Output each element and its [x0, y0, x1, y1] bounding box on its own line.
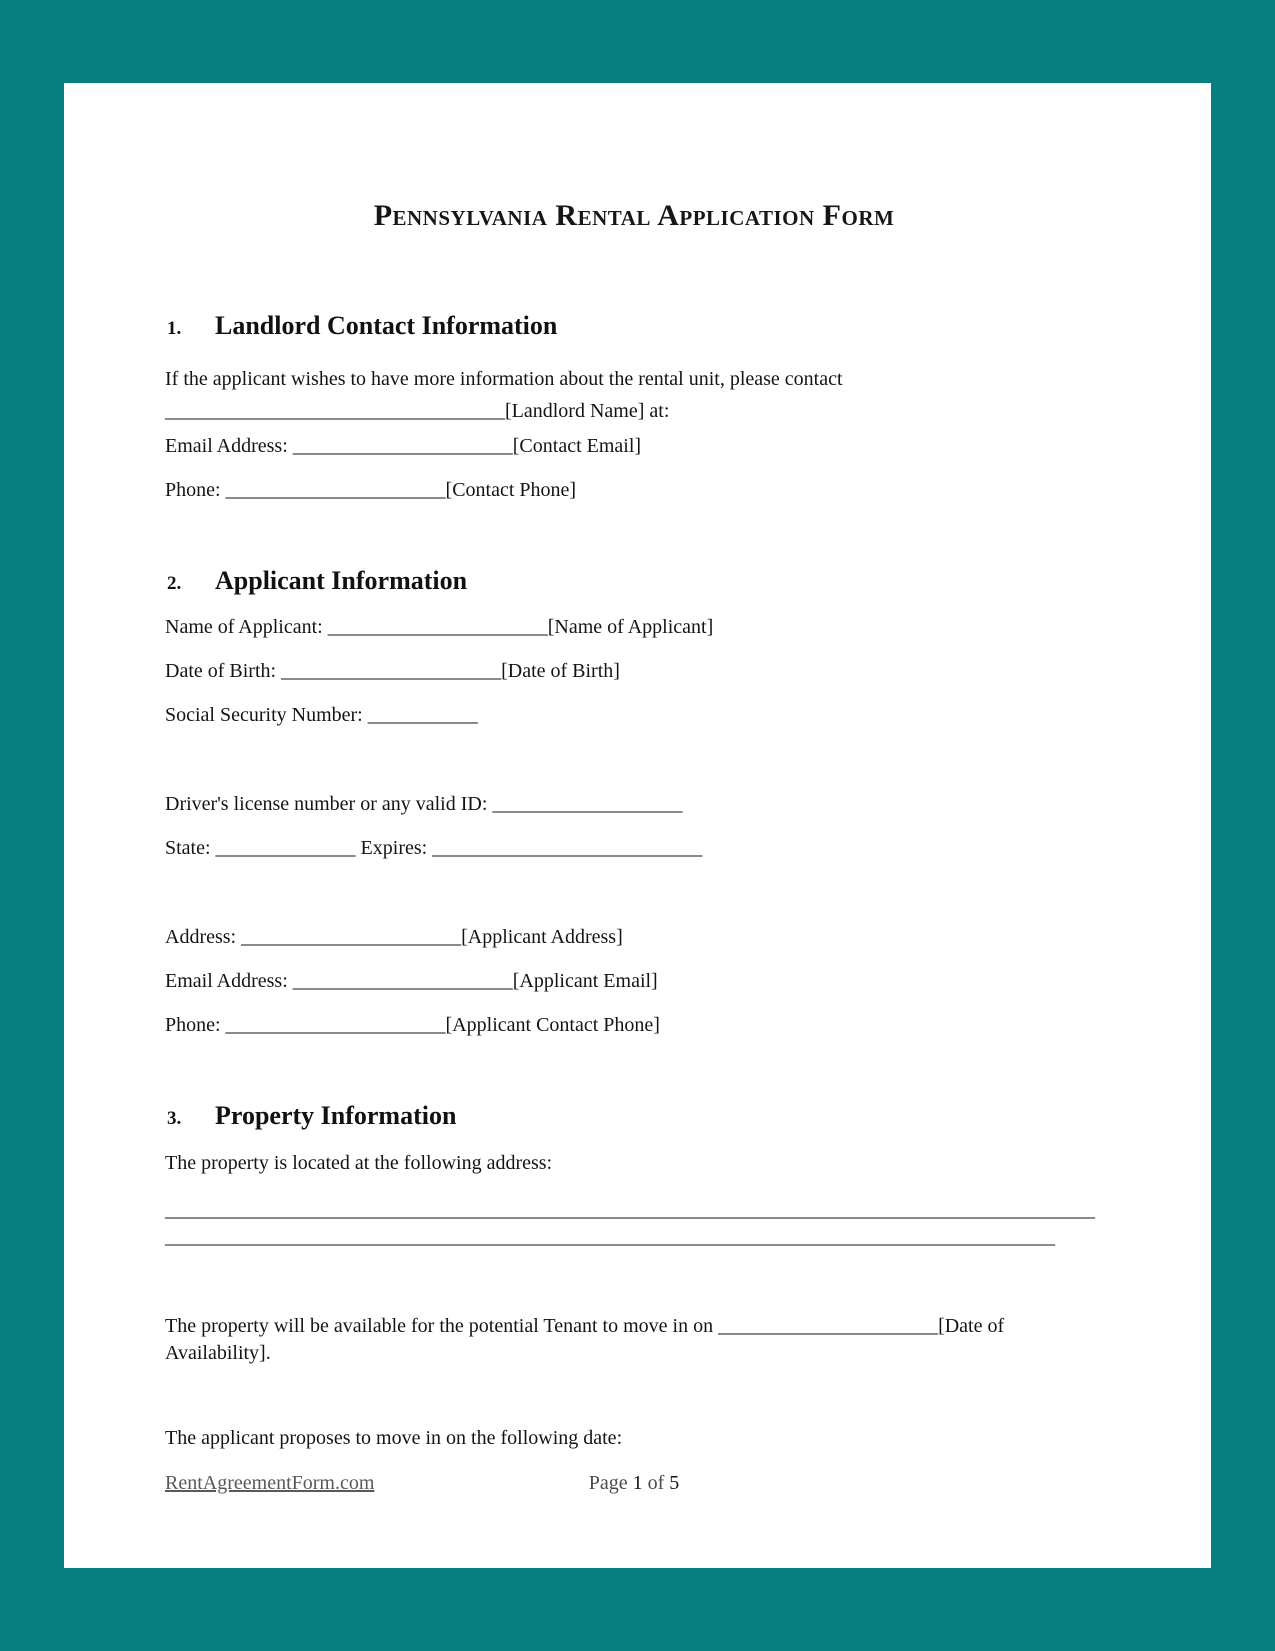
page-footer	[165, 1472, 1103, 1495]
applicant-license-state-expires-field: State: ______________ Expires: ___________________________	[165, 837, 703, 859]
document-page	[64, 83, 1211, 1568]
property-address-blank-line1: _____________________________________________________________________________________________	[165, 1199, 1095, 1221]
of-label: of	[647, 1472, 665, 1494]
landlord-intro-paragraph	[165, 363, 1103, 427]
landlord-name-blank: __________________________________[Landlord Name] at:	[165, 400, 670, 422]
landlord-phone-field: Phone: ______________________[Contact Phone]	[165, 479, 577, 501]
availability-line2: Availability].	[165, 1342, 271, 1364]
section-heading-text: Property Information	[215, 1101, 457, 1130]
applicant-name-field: Name of Applicant: ______________________[Name of Applicant]	[165, 616, 714, 638]
total-pages-number: 5	[669, 1472, 680, 1494]
section-number: 1.	[167, 318, 182, 339]
section-heading-text: Landlord Contact Information	[215, 311, 558, 340]
availability-paragraph	[165, 1313, 1103, 1367]
property-address-blank-line2: _________________________________________________________________________________________	[165, 1226, 1055, 1248]
section-heading-property-info	[165, 1101, 1103, 1131]
property-address-blank-lines	[165, 1197, 1103, 1251]
landlord-intro-line1: If the applicant wishes to have more information about the rental unit, please contact	[165, 368, 843, 390]
applicant-email-field: Email Address: ______________________[Applicant Email]	[165, 970, 658, 992]
applicant-phone-field: Phone: ______________________[Applicant Contact Phone]	[165, 1014, 660, 1036]
move-in-date-intro: The applicant proposes to move in on the following date:	[165, 1427, 623, 1449]
page-label: Page	[588, 1472, 628, 1494]
section-number: 2.	[167, 573, 182, 594]
applicant-license-field: Driver's license number or any valid ID: ___________________	[165, 793, 683, 815]
rentagreementform-link[interactable]: RentAgreementForm.com	[165, 1472, 375, 1494]
section-heading-text: Applicant Information	[215, 566, 468, 595]
applicant-address-field: Address: ______________________[Applicant Address]	[165, 926, 623, 948]
section-heading-landlord-contact	[165, 311, 1103, 341]
availability-line1: The property will be available for the potential Tenant to move in on ______________________[Date of	[165, 1315, 1005, 1337]
property-address-intro: The property is located at the following address:	[165, 1152, 553, 1174]
current-page-number: 1	[632, 1472, 643, 1494]
applicant-ssn-field: Social Security Number: ___________	[165, 704, 478, 726]
page-title: Pennsylvania Rental Application Form	[373, 199, 895, 232]
page-indicator	[589, 1472, 680, 1495]
applicant-dob-field: Date of Birth: ______________________[Date of Birth]	[165, 660, 620, 682]
section-heading-applicant-info	[165, 566, 1103, 596]
section-number: 3.	[167, 1108, 182, 1129]
landlord-email-field: Email Address: ______________________[Contact Email]	[165, 435, 642, 457]
